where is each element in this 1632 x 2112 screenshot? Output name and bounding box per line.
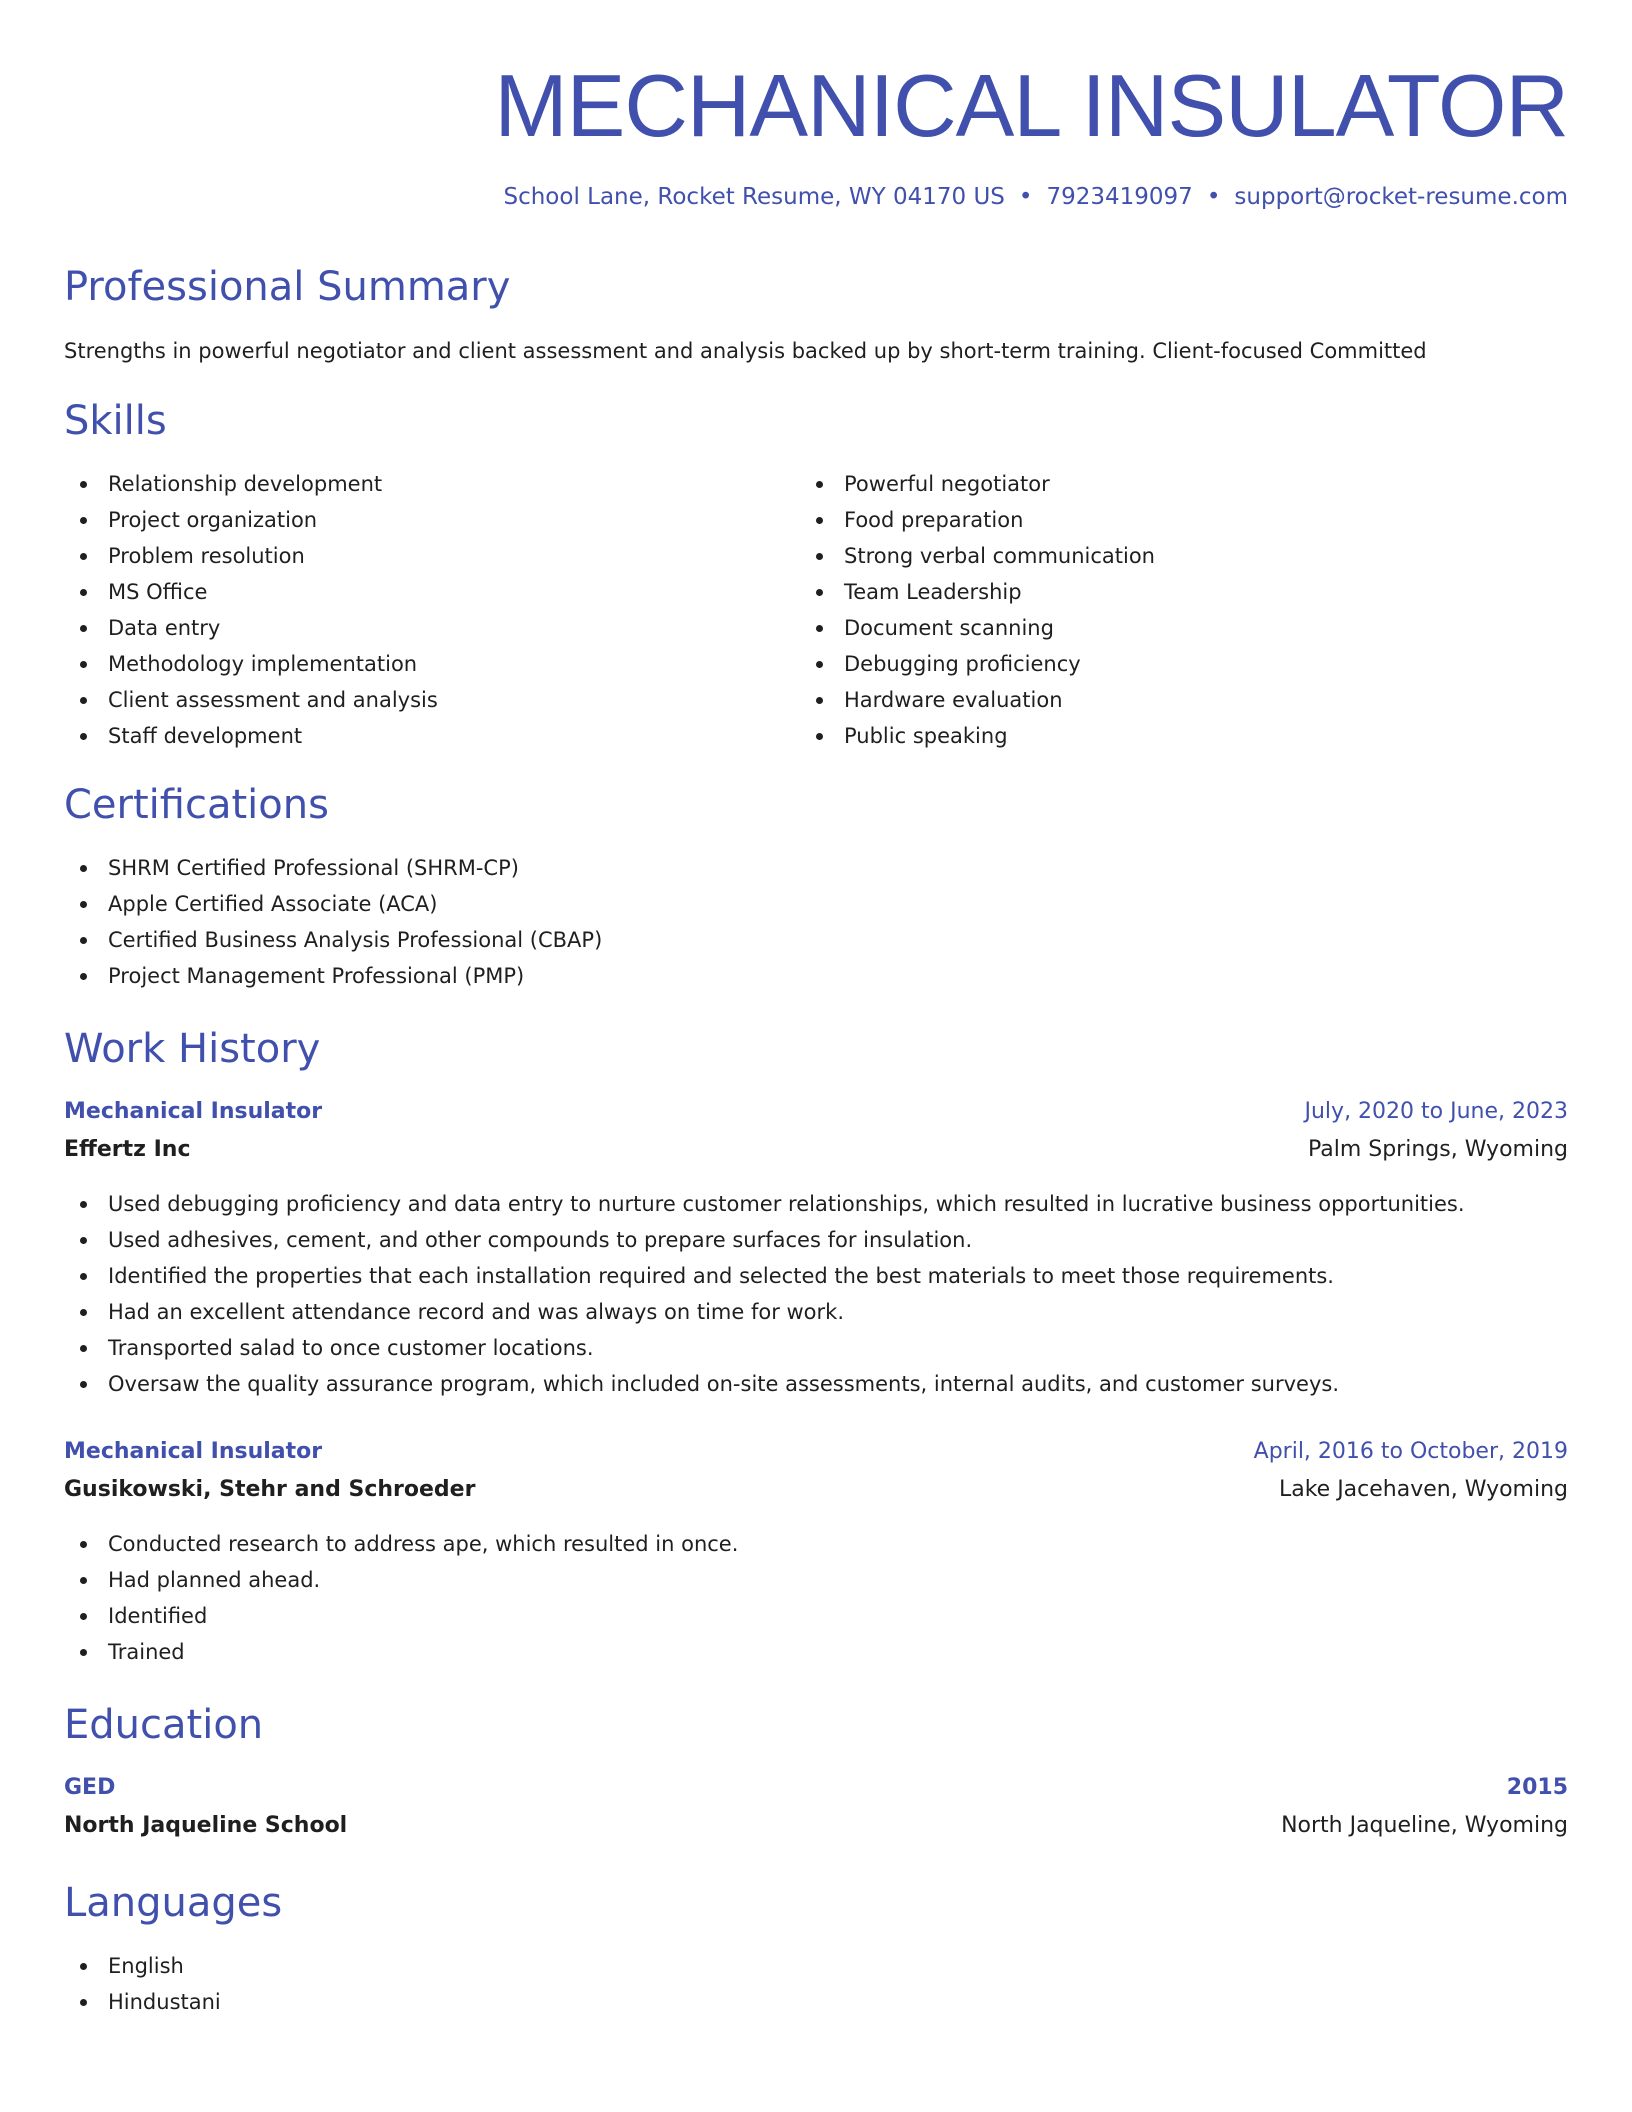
- certifications-heading: Certifications: [64, 782, 329, 828]
- languages-list: [64, 1948, 221, 2020]
- job-bullet: Oversaw the quality assurance program, which included on-site assessments, internal audits, and customer surveys.: [64, 1366, 1465, 1402]
- job-bullets: [64, 1526, 738, 1670]
- job-bullets: [64, 1186, 1465, 1402]
- job-bullet: Transported salad to once customer locations.: [64, 1330, 1465, 1366]
- skill-item: Project organization: [64, 502, 438, 538]
- job-bullet: Had an excellent attendance record and was always on time for work.: [64, 1294, 1465, 1330]
- contact-phone[interactable]: 7923419097: [1046, 184, 1193, 210]
- job-header: [64, 1094, 1568, 1130]
- summary-heading: Professional Summary: [64, 264, 511, 310]
- job-bullet: Identified: [64, 1598, 738, 1634]
- job-bullet: Identified the properties that each installation required and selected the best materials to meet those requirements.: [64, 1258, 1465, 1294]
- skill-item: Team Leadership: [800, 574, 1155, 610]
- job-company: Gusikowski, Stehr and Schroeder: [64, 1477, 476, 1502]
- job-role: Mechanical Insulator: [64, 1099, 323, 1124]
- job-dates: July, 2020 to June, 2023: [1304, 1099, 1568, 1124]
- skill-item: Problem resolution: [64, 538, 438, 574]
- job-location: Palm Springs, Wyoming: [1307, 1137, 1568, 1162]
- summary-text: Strengths in powerful negotiator and client assessment and analysis backed up by short-term training. Client-focused Committed: [64, 339, 1427, 363]
- skill-item: Relationship development: [64, 466, 438, 502]
- contact-address: School Lane, Rocket Resume, WY 04170 US: [503, 184, 1005, 210]
- education-heading: Education: [64, 1702, 264, 1748]
- contact-separator: •: [1018, 184, 1033, 210]
- contact-email[interactable]: support@rocket-resume.com: [1234, 184, 1568, 210]
- skill-item: Debugging proficiency: [800, 646, 1155, 682]
- contact-line: [503, 180, 1568, 214]
- languages-heading: Languages: [64, 1880, 283, 1926]
- work-history-heading: Work History: [64, 1026, 321, 1072]
- job-bullet: Had planned ahead.: [64, 1562, 738, 1598]
- skill-item: Strong verbal communication: [800, 538, 1155, 574]
- skill-item: Data entry: [64, 610, 438, 646]
- skill-item: Powerful negotiator: [800, 466, 1155, 502]
- contact-separator: •: [1206, 184, 1221, 210]
- resume-name: MECHANICAL INSULATOR: [494, 56, 1568, 155]
- job-company: Effertz Inc: [64, 1137, 191, 1162]
- certification-item: Certified Business Analysis Professional (CBAP): [64, 922, 602, 958]
- education-header: [64, 1770, 1568, 1806]
- certification-item: Project Management Professional (PMP): [64, 958, 602, 994]
- skill-item: Public speaking: [800, 718, 1155, 754]
- education-subheader: [64, 1808, 1568, 1844]
- skills-list-right: [800, 466, 1155, 754]
- job-subheader: [64, 1132, 1568, 1168]
- skill-item: Document scanning: [800, 610, 1155, 646]
- job-bullet: Used adhesives, cement, and other compounds to prepare surfaces for insulation.: [64, 1222, 1465, 1258]
- job-bullet: Conducted research to address ape, which resulted in once.: [64, 1526, 738, 1562]
- job-header: [64, 1434, 1568, 1470]
- education-year: 2015: [1506, 1775, 1568, 1800]
- job-bullet: Used debugging proficiency and data entry to nurture customer relationships, which resulted in lucrative business opportunities.: [64, 1186, 1465, 1222]
- job-dates: April, 2016 to October, 2019: [1253, 1439, 1568, 1464]
- education-degree: GED: [64, 1775, 116, 1800]
- certification-item: Apple Certified Associate (ACA): [64, 886, 602, 922]
- skill-item: Food preparation: [800, 502, 1155, 538]
- skill-item: MS Office: [64, 574, 438, 610]
- skill-item: Client assessment and analysis: [64, 682, 438, 718]
- skills-heading: Skills: [64, 398, 167, 444]
- skill-item: Methodology implementation: [64, 646, 438, 682]
- job-role: Mechanical Insulator: [64, 1439, 323, 1464]
- job-location: Lake Jacehaven, Wyoming: [1278, 1477, 1568, 1502]
- job-bullet: Trained: [64, 1634, 738, 1670]
- certification-item: SHRM Certified Professional (SHRM-CP): [64, 850, 602, 886]
- skill-item: Hardware evaluation: [800, 682, 1155, 718]
- certifications-list: [64, 850, 602, 994]
- skill-item: Staff development: [64, 718, 438, 754]
- language-item: Hindustani: [64, 1984, 221, 2020]
- education-location: North Jaqueline, Wyoming: [1281, 1813, 1568, 1838]
- job-subheader: [64, 1472, 1568, 1508]
- skills-list-left: [64, 466, 438, 754]
- education-school: North Jaqueline School: [64, 1813, 348, 1838]
- language-item: English: [64, 1948, 221, 1984]
